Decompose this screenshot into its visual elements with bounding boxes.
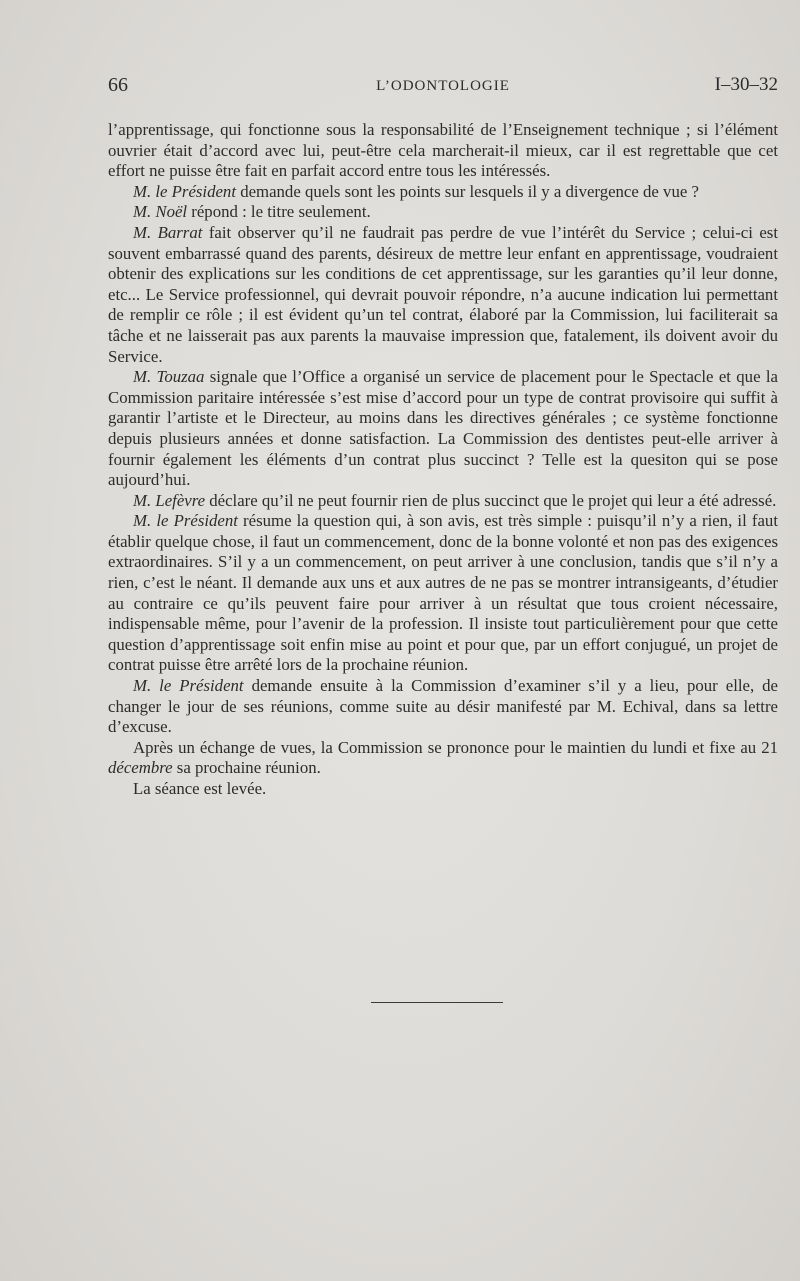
closing-paragraph bbox=[108, 738, 778, 779]
article-body bbox=[108, 120, 778, 800]
paragraph-text: déclare qu’il ne peut fournir rien de plus succinct que le projet qui leur a été adressé. bbox=[205, 490, 777, 510]
paragraph-text: répond : le titre seulement. bbox=[187, 202, 371, 222]
running-header bbox=[108, 74, 778, 102]
paragraph bbox=[108, 367, 778, 491]
paragraph bbox=[108, 676, 778, 738]
paragraph bbox=[108, 182, 778, 203]
paragraph-text: demande ensuite à la Commission d’examiner s’il y a lieu, pour elle, de changer le jour de ses réunions, comme suite au désir manifesté par M. Echival, dans sa lettre d’excuse. bbox=[108, 676, 778, 737]
paragraph-text: résume la question qui, à son avis, est très simple : puisqu’il n’y a rien, il faut établir quelque chose, il faut un commencement, donc de la bonne volonté et non pas des exigences extraordinaires. S’il y a un commencement, on peut arriver à une conclusion, tandis que s’il n’y a rien, c’est le néant. Il demande aux uns et aux autres de ne pas se montrer intransigeants, d’étudier au contraire ce qu’ils peuvent faire pour arriver à un résultat que tous croient nécessaire, indispensable même, pour l’avenir de la profession. Il insiste tout particulièrement pour que cette question d’apprentissage soit enfin mise au point et pour que, par un effort conjugué, un projet de contrat puisse être arrêté lors de la prochaine réunion. bbox=[108, 511, 778, 675]
end-rule bbox=[371, 1002, 503, 1003]
speaker-name: M. Barrat bbox=[133, 222, 203, 242]
paragraph-text: l’apprentissage, qui fonctionne sous la responsabilité de l’Enseignement technique ; si l’élément ouvrier était d’accord avec lui, peut-être cela marcherait-il mieux, car il est regrettable que cet effort ne puisse être fait en parfait accord entre tous les intéressés. bbox=[108, 120, 778, 181]
speaker-name: M. le Président bbox=[133, 511, 238, 531]
page-number: 66 bbox=[108, 74, 128, 96]
paragraph-text: fait observer qu’il ne faudrait pas perdre de vue l’intérêt du Service ; celui-ci est souvent embarrassé quand des parents, désireux de mettre leur enfant en apprentissage, voudraient obtenir des explications sur les conditions de cet apprentissage, sur les garanties qu’il leur donne, etc... Le Service professionnel, qui devrait pouvoir répondre, n’a aucune indication lui permettant de remplir ce rôle ; il est évident qu’un tel contrat, élaboré par la Commission, lui faciliterait sa tâche et ne laisserait pas aux parents la mauvaise impression que, fatalement, ils doivent avoir du Service. bbox=[108, 222, 778, 366]
speaker-name: M. Lefèvre bbox=[133, 490, 206, 510]
speaker-name: M. Touzaa bbox=[133, 367, 205, 387]
journal-title: L’ODONTOLOGIE bbox=[376, 78, 510, 94]
speaker-name: M. le Président bbox=[133, 181, 236, 201]
meeting-date: décembre bbox=[108, 758, 173, 778]
paragraph bbox=[108, 202, 778, 223]
paragraph-text: demande quels sont les points sur lesquels il y a divergence de vue ? bbox=[236, 181, 699, 201]
paragraph bbox=[108, 511, 778, 676]
speaker-name: M. Noël bbox=[133, 202, 188, 222]
paragraph bbox=[108, 223, 778, 367]
paragraph bbox=[108, 120, 778, 182]
final-line: La séance est levée. bbox=[133, 779, 267, 798]
paragraph-text: signale que l’Office a organisé un service de placement pour le Spectacle et que la Commission paritaire intéressée s’est mise d’accord pour un type de contrat provisoire qui suffit à garantir l’artiste et le Directeur, au moins dans les directives générales ; ce système fonctionne depuis plusieurs années et donne satisfaction. La Commission des dentistes peut-elle arriver à fournir également les éléments d’un contrat plus succinct ? Telle est la quesiton qui se pose aujourd’hui. bbox=[108, 367, 778, 490]
paragraph bbox=[108, 491, 778, 512]
speaker-name: M. le Président bbox=[133, 676, 244, 696]
closing-text-before: Après un échange de vues, la Commission se prononce pour le maintien du lundi et fixe au 21 bbox=[133, 737, 778, 757]
closing-text-after: sa prochaine réunion. bbox=[172, 758, 321, 778]
issue-number: I–30–32 bbox=[714, 74, 778, 95]
